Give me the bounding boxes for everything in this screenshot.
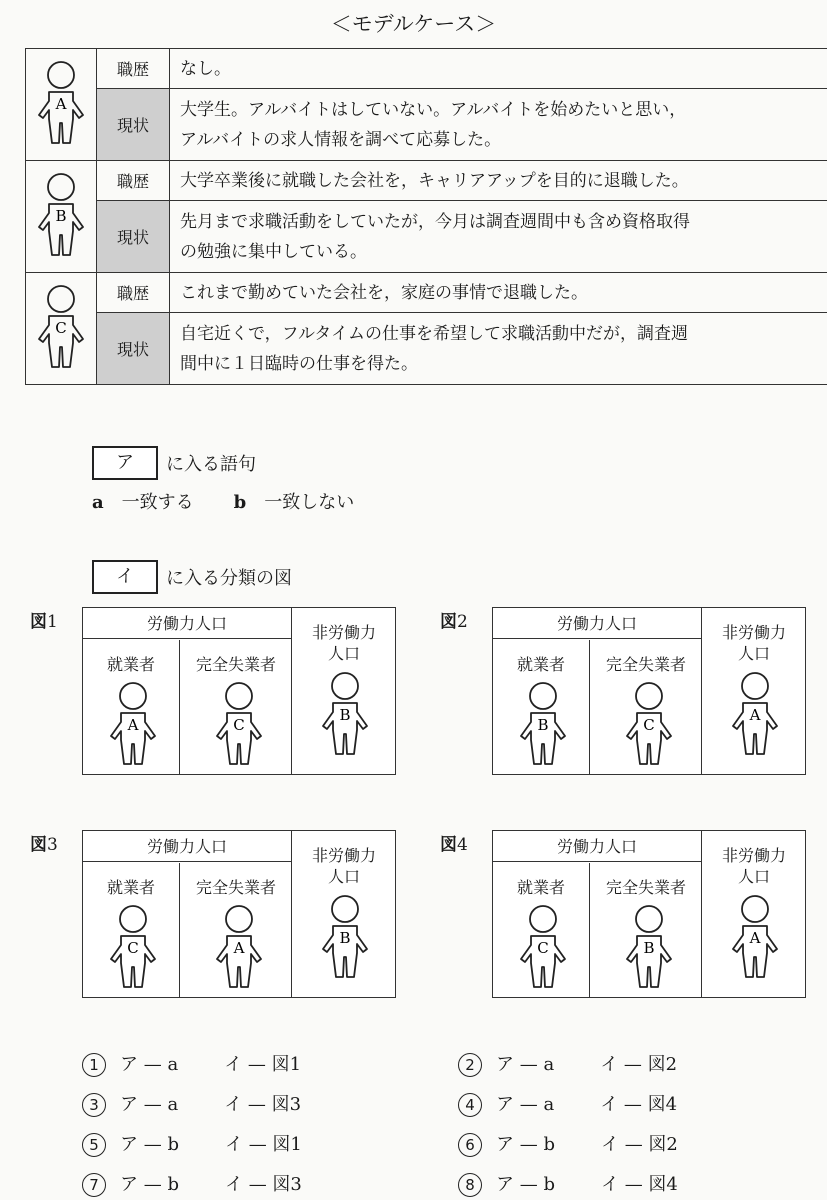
person-c-cell [26, 273, 97, 385]
figure-3-label: 図3 [30, 835, 58, 855]
choice-a-part: ア — a [120, 1054, 179, 1075]
svg-text:A: A [55, 94, 67, 113]
svg-text:C: C [233, 716, 245, 734]
svg-text:C: C [127, 939, 139, 957]
choice-7[interactable] [82, 1170, 302, 1197]
choice-i-part: イ — 図4 [600, 1174, 678, 1195]
choice-i-part: イ — 図2 [600, 1134, 678, 1155]
figure-4-label: 図4 [440, 835, 468, 855]
person-icon [729, 670, 781, 758]
choice-i-part: イ — 図2 [600, 1054, 678, 1075]
employed-label: 就業者 [106, 878, 155, 897]
blank-i-box: イ [92, 560, 158, 594]
person-icon [623, 680, 675, 768]
choice-i-part: イ — 図4 [600, 1094, 678, 1115]
history-label: 職歴 [97, 273, 170, 313]
svg-text:C: C [537, 939, 549, 957]
blank-a-box: ア [92, 446, 158, 480]
case-a-history: なし。 [170, 49, 827, 89]
choice-number: 6 [458, 1133, 482, 1157]
unemployed-label: 完全失業者 [605, 878, 686, 897]
option-b-text: 一致しない [264, 492, 355, 513]
choice-8[interactable] [458, 1170, 678, 1197]
figure-4-diagram [492, 830, 806, 998]
page-title: ＜モデルケース＞ [330, 12, 497, 36]
figure-2-label: 図2 [440, 612, 468, 632]
person-b-icon [35, 171, 87, 259]
person-icon [729, 893, 781, 981]
blank-i-desc: に入る分類の図 [166, 568, 292, 589]
choice-number: 7 [82, 1173, 106, 1197]
svg-text:A: A [749, 706, 761, 724]
choice-2[interactable] [458, 1050, 677, 1077]
person-icon [517, 903, 569, 991]
choice-number: 8 [458, 1173, 482, 1197]
person-icon [319, 893, 371, 981]
choice-a-part: ア — a [496, 1054, 555, 1075]
svg-text:A: A [127, 716, 139, 734]
choice-number: 4 [458, 1093, 482, 1117]
history-label: 職歴 [97, 49, 170, 89]
person-a-icon [35, 59, 87, 147]
person-icon [623, 903, 675, 991]
choice-number: 5 [82, 1133, 106, 1157]
person-icon [517, 680, 569, 768]
choice-i-part: イ — 図3 [224, 1094, 302, 1115]
non-labor-force-label: 非労働力 人口 [311, 846, 376, 886]
person-icon [107, 903, 159, 991]
svg-text:B: B [643, 939, 655, 957]
case-b-history: 大学卒業後に就職した会社を，キャリアアップを目的に退職した。 [170, 161, 827, 201]
svg-text:A: A [749, 929, 761, 947]
labor-force-label: 労働力人口 [556, 837, 637, 856]
person-icon [319, 670, 371, 758]
employed-label: 就業者 [106, 655, 155, 674]
non-labor-force-label: 非労働力 人口 [311, 623, 376, 663]
choice-a-part: ア — b [120, 1174, 179, 1195]
person-b-cell [26, 161, 97, 273]
svg-text:A: A [233, 939, 245, 957]
choice-a-part: ア — b [120, 1134, 179, 1155]
svg-text:C: C [55, 318, 67, 337]
svg-text:B: B [537, 716, 549, 734]
person-icon [213, 680, 265, 768]
status-label: 現状 [97, 201, 170, 273]
status-label: 現状 [97, 89, 170, 161]
choice-number: 3 [82, 1093, 106, 1117]
choice-number: 2 [458, 1053, 482, 1077]
unemployed-label: 完全失業者 [195, 655, 276, 674]
labor-force-label: 労働力人口 [146, 837, 227, 856]
choice-number: 1 [82, 1053, 106, 1077]
choice-5[interactable] [82, 1130, 302, 1157]
choice-1[interactable] [82, 1050, 301, 1077]
option-b-key: b [233, 492, 247, 513]
choice-i-part: イ — 図1 [224, 1054, 302, 1075]
blank-i-heading [92, 560, 292, 594]
unemployed-label: 完全失業者 [605, 655, 686, 674]
labor-force-label: 労働力人口 [556, 614, 637, 633]
status-label: 現状 [97, 313, 170, 385]
svg-text:B: B [55, 206, 67, 225]
model-case-table [25, 48, 827, 385]
non-labor-force-label: 非労働力 人口 [721, 846, 786, 886]
option-a-key: a [92, 492, 104, 513]
blank-a-desc: に入る語句 [166, 454, 256, 475]
choice-6[interactable] [458, 1130, 678, 1157]
history-label: 職歴 [97, 161, 170, 201]
figure-3-diagram [82, 830, 396, 998]
case-c-status: 自宅近くで，フルタイムの仕事を希望して求職活動中だが，調査週 間中に１日臨時の仕事を得た。 [170, 313, 827, 385]
employed-label: 就業者 [516, 878, 565, 897]
figure-1-diagram [82, 607, 396, 775]
person-icon [213, 903, 265, 991]
choice-a-part: ア — b [496, 1134, 555, 1155]
choice-3[interactable] [82, 1090, 301, 1117]
figure-1-label: 図1 [30, 612, 58, 632]
blank-a-heading [92, 446, 256, 480]
figure-2-diagram [492, 607, 806, 775]
case-c-history: これまで勤めていた会社を，家庭の事情で退職した。 [170, 273, 827, 313]
choice-a-part: ア — a [496, 1094, 555, 1115]
labor-force-label: 労働力人口 [146, 614, 227, 633]
svg-text:B: B [339, 706, 351, 724]
svg-text:C: C [643, 716, 655, 734]
case-a-status: 大学生。アルバイトはしていない。アルバイトを始めたいと思い， アルバイトの求人情報を調べて応募した。 [170, 89, 827, 161]
case-b-status: 先月まで求職活動をしていたが，今月は調査週間中も含め資格取得 の勉強に集中している。 [170, 201, 827, 273]
choice-i-part: イ — 図3 [224, 1174, 302, 1195]
employed-label: 就業者 [516, 655, 565, 674]
person-c-icon [35, 283, 87, 371]
non-labor-force-label: 非労働力 人口 [721, 623, 786, 663]
choice-a-part: ア — a [120, 1094, 179, 1115]
unemployed-label: 完全失業者 [195, 878, 276, 897]
person-icon [107, 680, 159, 768]
choice-a-part: ア — b [496, 1174, 555, 1195]
choice-i-part: イ — 図1 [224, 1134, 302, 1155]
option-a-text: 一致する [121, 492, 194, 513]
svg-text:B: B [339, 929, 351, 947]
blank-a-options [92, 488, 354, 514]
choice-4[interactable] [458, 1090, 677, 1117]
person-a-cell [26, 49, 97, 161]
